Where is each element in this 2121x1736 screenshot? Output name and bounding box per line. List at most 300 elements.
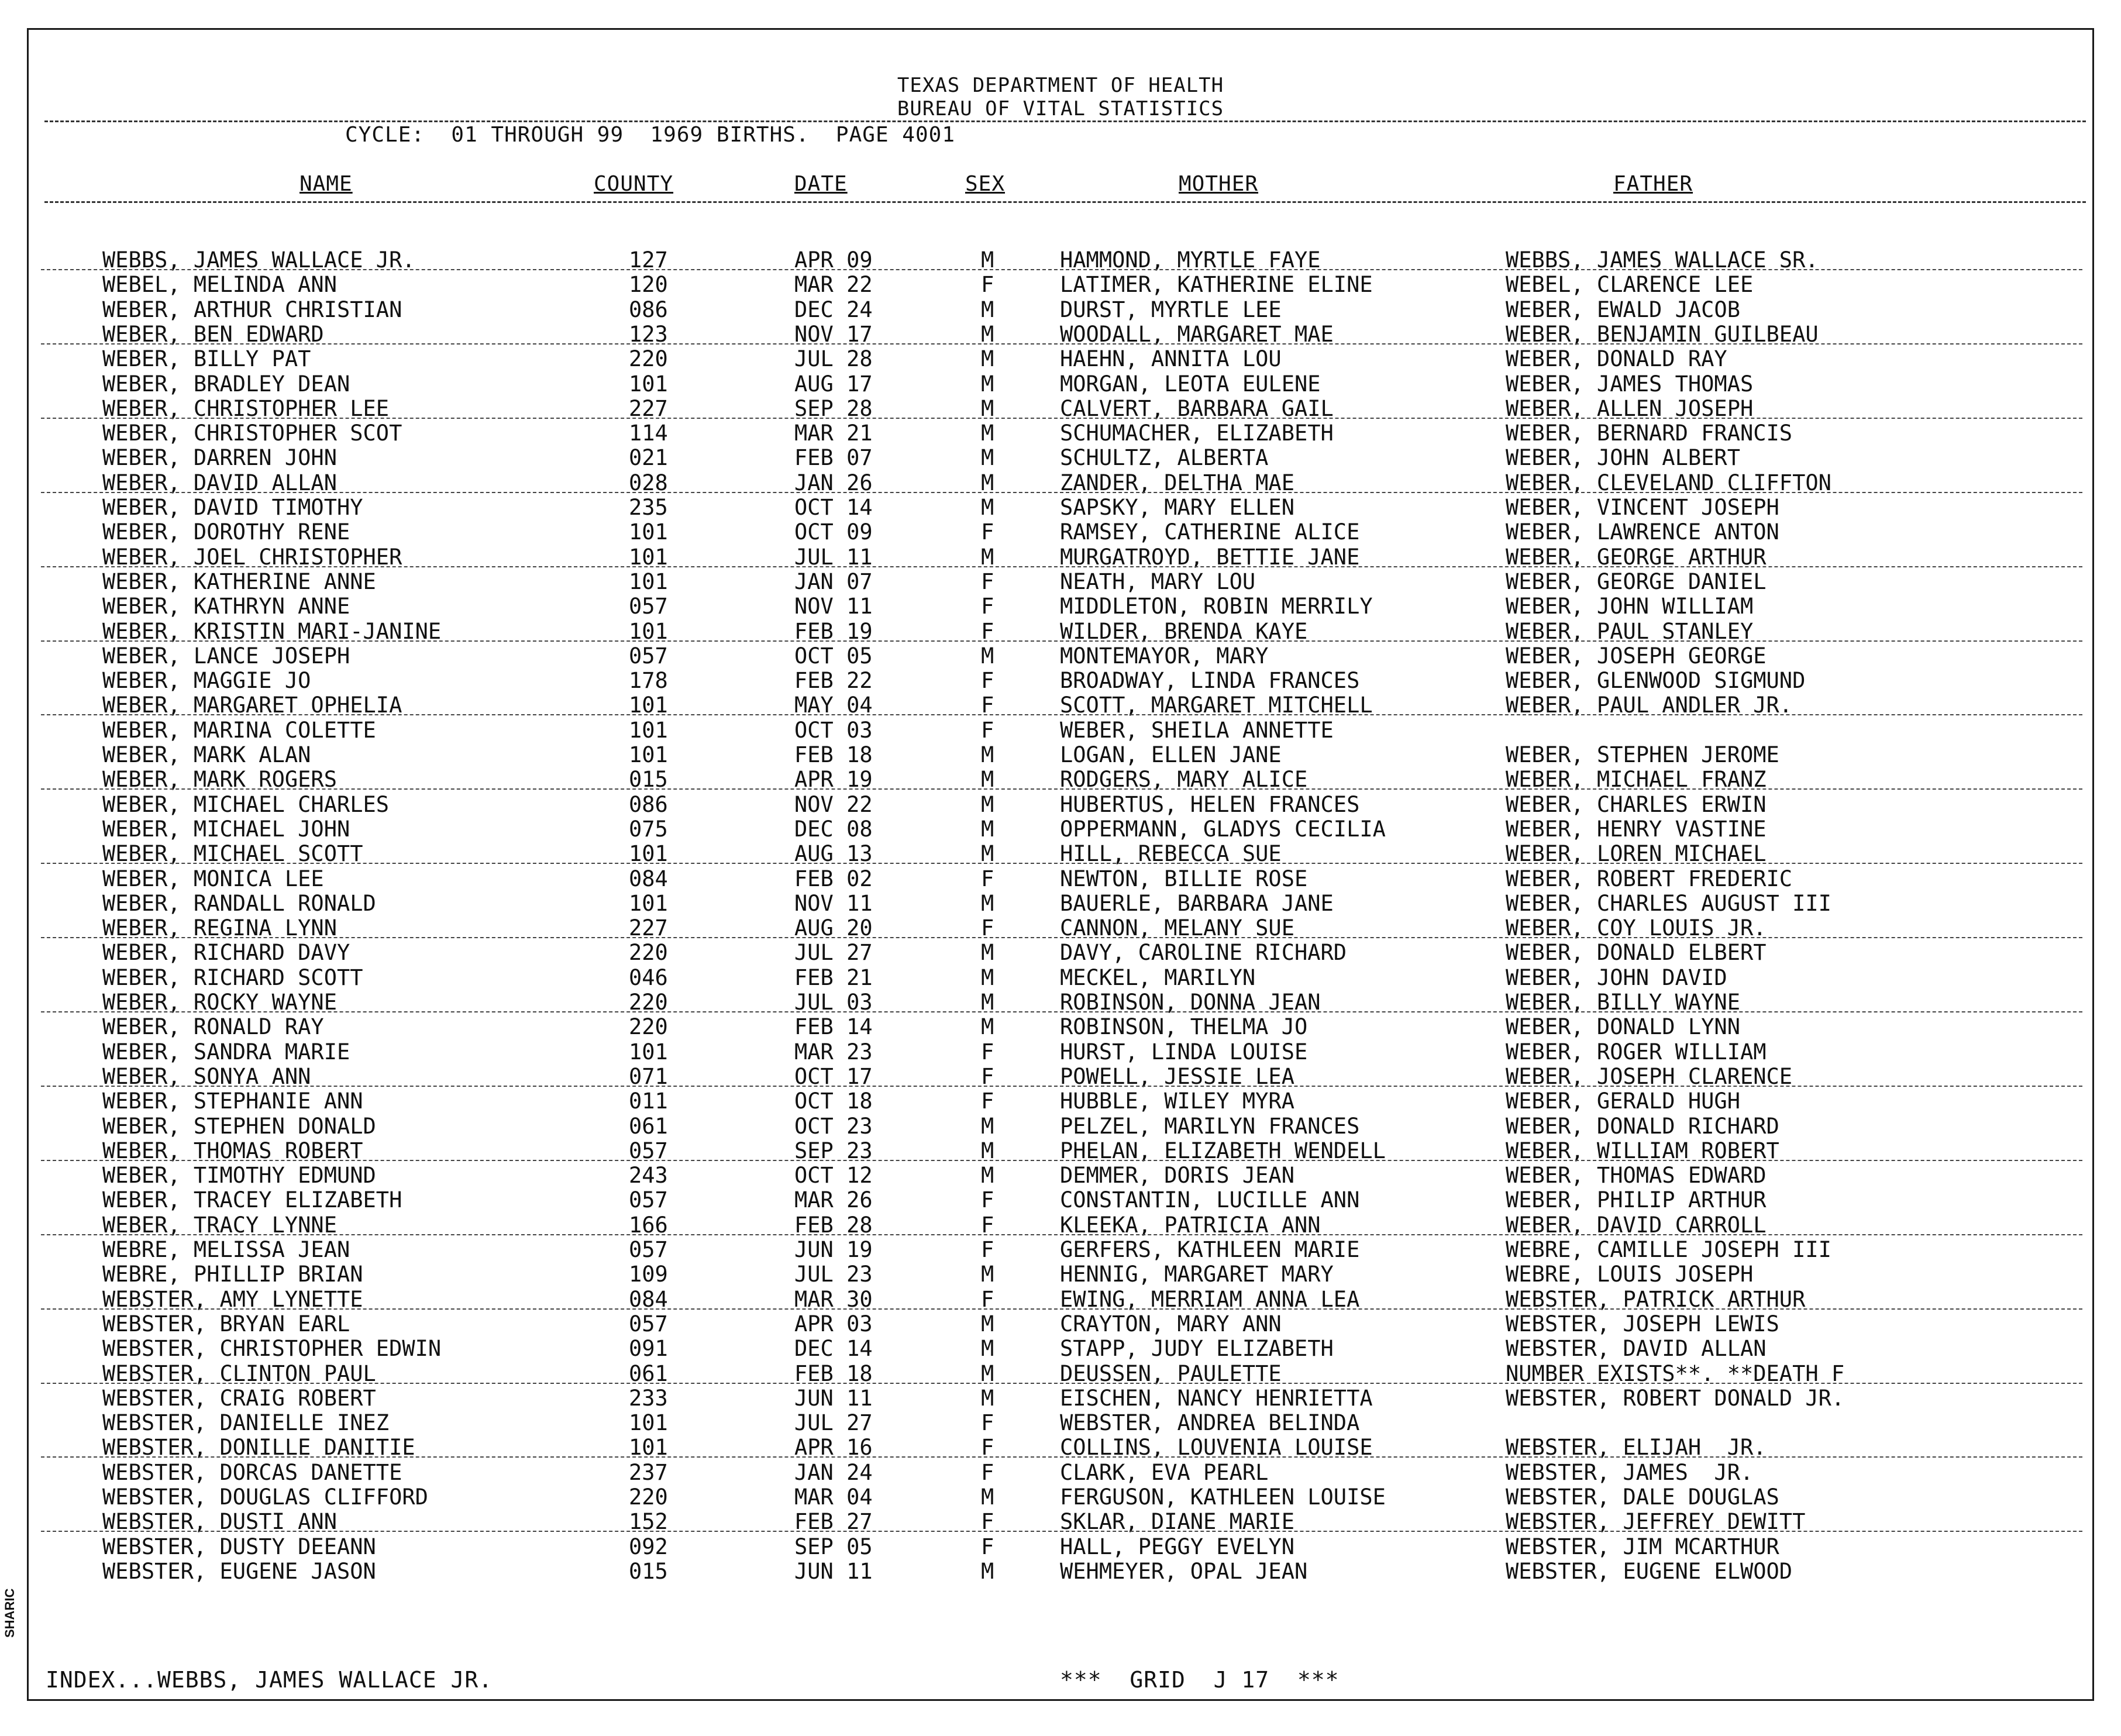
row-divider <box>41 1383 2082 1384</box>
cell-county: 101 <box>629 841 668 867</box>
table-row <box>0 1386 2121 1411</box>
cell-mother: HAMMOND, MYRTLE FAYE <box>1060 247 1321 273</box>
cell-sex: M <box>981 816 994 842</box>
cell-mother: RODGERS, MARY ALICE <box>1060 767 1308 793</box>
cell-sex: M <box>981 247 994 273</box>
cell-sex: M <box>981 1360 994 1386</box>
cell-name: WEBER, STEPHANIE ANN <box>102 1089 363 1114</box>
cell-father: WEBER, JOHN ALBERT <box>1506 445 1740 471</box>
cell-name: WEBER, REGINA LYNN <box>102 915 337 941</box>
cell-date: FEB 27 <box>794 1509 873 1535</box>
table-row <box>0 1163 2121 1188</box>
cell-mother: HURST, LINDA LOUISE <box>1060 1039 1308 1065</box>
cell-date: OCT 17 <box>794 1063 873 1089</box>
cell-father: WEBER, JOSEPH CLARENCE <box>1506 1063 1793 1089</box>
cell-sex: F <box>981 594 994 619</box>
cell-sex: M <box>981 421 994 446</box>
cell-date: SEP 23 <box>794 1138 873 1163</box>
cell-mother: OPPERMANN, GLADYS CECILIA <box>1060 816 1386 842</box>
cell-date: OCT 18 <box>794 1089 873 1114</box>
cell-date: SEP 05 <box>794 1534 873 1559</box>
cell-name: WEBER, MARINA COLETTE <box>102 717 376 743</box>
cell-father: WEBER, GLENWOOD SIGMUND <box>1506 668 1806 694</box>
cell-name: WEBER, DAVID TIMOTHY <box>102 495 363 520</box>
cell-county: 120 <box>629 272 668 298</box>
cell-date: JUL 03 <box>794 990 873 1015</box>
cell-date: FEB 18 <box>794 1360 873 1386</box>
cell-name: WEBER, TIMOTHY EDMUND <box>102 1163 376 1189</box>
cell-father: WEBER, DONALD RAY <box>1506 346 1727 372</box>
cell-county: 057 <box>629 1237 668 1262</box>
cell-name: WEBER, MARK ROGERS <box>102 767 337 793</box>
cell-name: WEBER, JOEL CHRISTOPHER <box>102 544 402 570</box>
cell-county: 152 <box>629 1509 668 1535</box>
table-row <box>0 743 2121 767</box>
cell-name: WEBER, RANDALL RONALD <box>102 890 376 916</box>
cell-name: WEBSTER, DONILLE DANITIE <box>102 1435 415 1461</box>
cell-father: WEBER, JOHN DAVID <box>1506 965 1727 990</box>
cell-date: AUG 17 <box>794 371 873 397</box>
cell-county: 243 <box>629 1163 668 1189</box>
cell-county: 084 <box>629 866 668 891</box>
cell-father: WEBER, DONALD RICHARD <box>1506 1113 1779 1139</box>
cell-name: WEBER, MICHAEL JOHN <box>102 816 350 842</box>
cell-sex: F <box>981 668 994 694</box>
cell-sex: M <box>981 1385 994 1411</box>
table-row <box>0 1535 2121 1559</box>
column-header-date: DATE <box>794 172 848 196</box>
cell-date: JUN 11 <box>794 1558 873 1584</box>
cell-name: WEBER, KATHRYN ANNE <box>102 594 350 619</box>
cell-county: 233 <box>629 1385 668 1411</box>
cell-father: WEBBS, JAMES WALLACE SR. <box>1506 247 1819 273</box>
cell-county: 101 <box>629 569 668 594</box>
cell-mother: WOODALL, MARGARET MAE <box>1060 321 1334 347</box>
cell-date: OCT 14 <box>794 495 873 520</box>
table-row <box>0 891 2121 916</box>
cell-date: MAR 23 <box>794 1039 873 1065</box>
cell-name: WEBER, LANCE JOSEPH <box>102 643 350 669</box>
cell-sex: F <box>981 272 994 298</box>
cell-county: 220 <box>629 346 668 372</box>
cell-mother: HUBBLE, WILEY MYRA <box>1060 1089 1294 1114</box>
column-header-father: FATHER <box>1613 172 1693 196</box>
cell-county: 127 <box>629 247 668 273</box>
cell-father: WEBER, ROGER WILLIAM <box>1506 1039 1767 1065</box>
cell-sex: M <box>981 395 994 421</box>
cell-date: DEC 08 <box>794 816 873 842</box>
cell-father: WEBRE, LOUIS JOSEPH <box>1506 1262 1754 1287</box>
cell-name: WEBER, TRACY LYNNE <box>102 1212 337 1238</box>
column-header-county: COUNTY <box>594 172 674 196</box>
cell-father: WEBER, DAVID CARROLL <box>1506 1212 1767 1238</box>
cell-name: WEBER, BEN EDWARD <box>102 321 324 347</box>
cell-date: APR 19 <box>794 767 873 793</box>
cell-father: WEBER, LOREN MICHAEL <box>1506 841 1767 867</box>
cell-date: OCT 03 <box>794 717 873 743</box>
cell-father: WEBER, THOMAS EDWARD <box>1506 1163 1767 1189</box>
cell-county: 178 <box>629 668 668 694</box>
cell-sex: M <box>981 643 994 669</box>
table-row <box>0 1337 2121 1361</box>
cell-mother: NEATH, MARY LOU <box>1060 569 1256 594</box>
cell-father: NUMBER EXISTS**. **DEATH F <box>1506 1360 1845 1386</box>
cell-mother: POWELL, JESSIE LEA <box>1060 1063 1294 1089</box>
footer-grid: *** GRID J 17 *** <box>1060 1667 1340 1693</box>
cell-name: WEBER, TRACEY ELIZABETH <box>102 1187 402 1213</box>
cell-name: WEBER, MICHAEL SCOTT <box>102 841 363 867</box>
cell-county: 114 <box>629 421 668 446</box>
cell-sex: M <box>981 1163 994 1189</box>
cell-sex: F <box>981 1212 994 1238</box>
table-row <box>0 941 2121 965</box>
cell-county: 086 <box>629 791 668 817</box>
row-divider <box>41 343 2082 345</box>
cell-sex: M <box>981 321 994 347</box>
cell-date: FEB 02 <box>794 866 873 891</box>
cell-date: APR 03 <box>794 1311 873 1337</box>
cell-father: WEBSTER, JOSEPH LEWIS <box>1506 1311 1779 1337</box>
cell-date: FEB 22 <box>794 668 873 694</box>
cell-father: WEBSTER, JAMES JR. <box>1506 1459 1754 1485</box>
cell-mother: SKLAR, DIANE MARIE <box>1060 1509 1294 1535</box>
cell-mother: SAPSKY, MARY ELLEN <box>1060 495 1294 520</box>
cell-mother: WEBSTER, ANDREA BELINDA <box>1060 1410 1360 1436</box>
cell-name: WEBSTER, DUSTI ANN <box>102 1509 337 1535</box>
cell-sex: M <box>981 890 994 916</box>
cell-date: NOV 11 <box>794 890 873 916</box>
cell-mother: MURGATROYD, BETTIE JANE <box>1060 544 1360 570</box>
cell-date: FEB 21 <box>794 965 873 990</box>
cell-name: WEBER, ROCKY WAYNE <box>102 990 337 1015</box>
cell-date: JUL 11 <box>794 544 873 570</box>
cell-mother: CRAYTON, MARY ANN <box>1060 1311 1282 1337</box>
cell-father: WEBER, CHARLES ERWIN <box>1506 791 1767 817</box>
cell-date: FEB 14 <box>794 1014 873 1040</box>
header-cycle: CYCLE: 01 THROUGH 99 1969 BIRTHS. PAGE 4001 <box>345 123 955 147</box>
cell-mother: MECKEL, MARILYN <box>1060 965 1256 990</box>
cell-county: 101 <box>629 544 668 570</box>
cell-county: 084 <box>629 1286 668 1312</box>
cell-date: JAN 07 <box>794 569 873 594</box>
cell-date: MAR 30 <box>794 1286 873 1312</box>
cell-county: 015 <box>629 1558 668 1584</box>
column-header-name: NAME <box>299 172 353 196</box>
cell-father: WEBRE, CAMILLE JOSEPH III <box>1506 1237 1831 1262</box>
cell-name: WEBER, ARTHUR CHRISTIAN <box>102 297 402 322</box>
cell-mother: HALL, PEGGY EVELYN <box>1060 1534 1294 1559</box>
cell-date: FEB 28 <box>794 1212 873 1238</box>
cell-sex: M <box>981 1113 994 1139</box>
cell-county: 011 <box>629 1089 668 1114</box>
cell-name: WEBER, SONYA ANN <box>102 1063 311 1089</box>
cell-date: FEB 19 <box>794 618 873 644</box>
cell-name: WEBER, RONALD RAY <box>102 1014 324 1040</box>
cell-county: 101 <box>629 742 668 767</box>
footer-index: INDEX...WEBBS, JAMES WALLACE JR. <box>46 1667 493 1693</box>
cell-sex: F <box>981 1435 994 1461</box>
cell-father: WEBSTER, JIM MCARTHUR <box>1506 1534 1779 1559</box>
row-divider <box>41 1011 2082 1012</box>
cell-mother: BAUERLE, BARBARA JANE <box>1060 890 1334 916</box>
cell-county: 046 <box>629 965 668 990</box>
cell-sex: F <box>981 1509 994 1535</box>
cell-mother: SCHULTZ, ALBERTA <box>1060 445 1269 471</box>
cell-mother: NEWTON, BILLIE ROSE <box>1060 866 1308 891</box>
cell-county: 235 <box>629 495 668 520</box>
cell-date: DEC 14 <box>794 1336 873 1362</box>
cell-sex: F <box>981 569 994 594</box>
cell-father: WEBSTER, ROBERT DONALD JR. <box>1506 1385 1845 1411</box>
cell-father: WEBER, JOSEPH GEORGE <box>1506 643 1767 669</box>
table-row <box>0 1188 2121 1213</box>
cell-father: WEBSTER, PATRICK ARTHUR <box>1506 1286 1806 1312</box>
cell-name: WEBER, KATHERINE ANNE <box>102 569 376 594</box>
cell-county: 075 <box>629 816 668 842</box>
cell-county: 101 <box>629 618 668 644</box>
cell-mother: LOGAN, ELLEN JANE <box>1060 742 1282 767</box>
cell-mother: COLLINS, LOUVENIA LOUISE <box>1060 1435 1373 1461</box>
cell-date: OCT 09 <box>794 519 873 545</box>
cell-mother: MIDDLETON, ROBIN MERRILY <box>1060 594 1373 619</box>
cell-date: FEB 07 <box>794 445 873 471</box>
cell-mother: PHELAN, ELIZABETH WENDELL <box>1060 1138 1386 1163</box>
cell-mother: SCHUMACHER, ELIZABETH <box>1060 421 1334 446</box>
cell-sex: M <box>981 791 994 817</box>
row-divider <box>41 1308 2082 1310</box>
cell-sex: M <box>981 940 994 966</box>
cell-county: 057 <box>629 1138 668 1163</box>
cell-name: WEBRE, PHILLIP BRIAN <box>102 1262 363 1287</box>
cell-date: JUN 11 <box>794 1385 873 1411</box>
cell-mother: PELZEL, MARILYN FRANCES <box>1060 1113 1360 1139</box>
table-row <box>0 669 2121 693</box>
cell-father: WEBSTER, DAVID ALLAN <box>1506 1336 1767 1362</box>
cell-date: APR 09 <box>794 247 873 273</box>
cell-county: 101 <box>629 1410 668 1436</box>
cell-county: 166 <box>629 1212 668 1238</box>
cell-sex: F <box>981 1089 994 1114</box>
table-row <box>0 1089 2121 1114</box>
cell-date: DEC 24 <box>794 297 873 322</box>
cell-sex: M <box>981 1558 994 1584</box>
row-divider <box>41 1456 2082 1458</box>
cell-name: WEBER, CHRISTOPHER SCOT <box>102 421 402 446</box>
cell-mother: MORGAN, LEOTA EULENE <box>1060 371 1321 397</box>
cell-county: 101 <box>629 890 668 916</box>
cell-date: NOV 17 <box>794 321 873 347</box>
cell-name: WEBSTER, BRYAN EARL <box>102 1311 350 1337</box>
table-row <box>0 1114 2121 1139</box>
table-row <box>0 520 2121 545</box>
cell-date: AUG 20 <box>794 915 873 941</box>
cell-sex: F <box>981 1534 994 1559</box>
cell-father: WEBER, BENJAMIN GUILBEAU <box>1506 321 1819 347</box>
cell-mother: HENNIG, MARGARET MARY <box>1060 1262 1334 1287</box>
cell-name: WEBER, MARGARET OPHELIA <box>102 693 402 718</box>
cell-date: APR 16 <box>794 1435 873 1461</box>
cell-county: 028 <box>629 470 668 495</box>
cell-name: WEBER, MICHAEL CHARLES <box>102 791 390 817</box>
table-row <box>0 793 2121 817</box>
cell-sex: F <box>981 1063 994 1089</box>
cell-father: WEBSTER, ELIJAH JR. <box>1506 1435 1767 1461</box>
table-row <box>0 1312 2121 1337</box>
cell-mother: HUBERTUS, HELEN FRANCES <box>1060 791 1360 817</box>
cell-county: 220 <box>629 1014 668 1040</box>
cell-county: 061 <box>629 1113 668 1139</box>
cell-mother: DURST, MYRTLE LEE <box>1060 297 1282 322</box>
cell-sex: F <box>981 1039 994 1065</box>
row-divider <box>41 714 2082 715</box>
cell-county: 227 <box>629 915 668 941</box>
row-divider <box>41 566 2082 567</box>
cell-father: WEBER, COY LOUIS JR. <box>1506 915 1767 941</box>
cell-county: 123 <box>629 321 668 347</box>
row-divider <box>41 1086 2082 1087</box>
cell-mother: DEMMER, DORIS JEAN <box>1060 1163 1294 1189</box>
cell-father: WEBER, ROBERT FREDERIC <box>1506 866 1793 891</box>
table-row <box>0 594 2121 619</box>
cell-county: 057 <box>629 594 668 619</box>
table-row <box>0 570 2121 594</box>
table-row <box>0 446 2121 470</box>
table-row <box>0 298 2121 322</box>
cell-name: WEBER, DAVID ALLAN <box>102 470 337 495</box>
cell-sex: F <box>981 866 994 891</box>
cell-sex: M <box>981 470 994 495</box>
cell-name: WEBER, RICHARD SCOTT <box>102 965 363 990</box>
row-divider <box>41 418 2082 419</box>
cell-county: 220 <box>629 940 668 966</box>
cell-name: WEBER, DARREN JOHN <box>102 445 337 471</box>
cell-father: WEBER, GERALD HUGH <box>1506 1089 1740 1114</box>
cell-name: WEBSTER, AMY LYNETTE <box>102 1286 363 1312</box>
cell-mother: DAVY, CAROLINE RICHARD <box>1060 940 1347 966</box>
cell-sex: F <box>981 618 994 644</box>
cell-father: WEBER, DONALD ELBERT <box>1506 940 1767 966</box>
cell-date: OCT 23 <box>794 1113 873 1139</box>
cell-county: 021 <box>629 445 668 471</box>
cell-date: JUL 27 <box>794 940 873 966</box>
table-row <box>0 421 2121 446</box>
cell-date: MAR 21 <box>794 421 873 446</box>
cell-date: AUG 13 <box>794 841 873 867</box>
cell-mother: STAPP, JUDY ELIZABETH <box>1060 1336 1334 1362</box>
table-row <box>0 817 2121 842</box>
row-divider <box>41 1160 2082 1161</box>
table-row <box>0 867 2121 891</box>
cell-name: WEBSTER, DORCAS DANETTE <box>102 1459 402 1485</box>
cell-father: WEBER, HENRY VASTINE <box>1506 816 1767 842</box>
cell-name: WEBSTER, CHRISTOPHER EDWIN <box>102 1336 442 1362</box>
cell-name: WEBSTER, EUGENE JASON <box>102 1558 376 1584</box>
cell-name: WEBSTER, DUSTY DEEANN <box>102 1534 376 1559</box>
cell-name: WEBEL, MELINDA ANN <box>102 272 337 298</box>
cell-mother: DEUSSEN, PAULETTE <box>1060 1360 1282 1386</box>
cell-name: WEBER, BRADLEY DEAN <box>102 371 350 397</box>
table-row <box>0 718 2121 743</box>
cell-county: 101 <box>629 371 668 397</box>
cell-name: WEBER, DOROTHY RENE <box>102 519 350 545</box>
cell-name: WEBER, STEPHEN DONALD <box>102 1113 376 1139</box>
cell-mother: WEHMEYER, OPAL JEAN <box>1060 1558 1308 1584</box>
cell-date: JAN 26 <box>794 470 873 495</box>
cell-date: NOV 11 <box>794 594 873 619</box>
cell-sex: M <box>981 371 994 397</box>
cell-father: WEBER, BILLY WAYNE <box>1506 990 1740 1015</box>
cell-county: 101 <box>629 1435 668 1461</box>
cell-name: WEBER, CHRISTOPHER LEE <box>102 395 390 421</box>
cell-name: WEBER, KRISTIN MARI-JANINE <box>102 618 442 644</box>
cell-father: WEBER, PAUL ANDLER JR. <box>1506 693 1793 718</box>
cell-father: WEBER, DONALD LYNN <box>1506 1014 1740 1040</box>
cell-name: WEBSTER, DOUGLAS CLIFFORD <box>102 1484 428 1510</box>
cell-mother: HILL, REBECCA SUE <box>1060 841 1282 867</box>
cell-date: FEB 18 <box>794 742 873 767</box>
cell-sex: M <box>981 1311 994 1337</box>
cell-date: MAR 26 <box>794 1187 873 1213</box>
cell-date: JUL 27 <box>794 1410 873 1436</box>
row-divider <box>41 492 2082 493</box>
table-row <box>0 1238 2121 1262</box>
cell-father: WEBER, STEPHEN JEROME <box>1506 742 1779 767</box>
cell-mother: ROBINSON, DONNA JEAN <box>1060 990 1321 1015</box>
cell-county: 227 <box>629 395 668 421</box>
table-row <box>0 372 2121 397</box>
cell-mother: LATIMER, KATHERINE ELINE <box>1060 272 1373 298</box>
cell-sex: M <box>981 965 994 990</box>
cell-sex: F <box>981 1459 994 1485</box>
cell-sex: F <box>981 717 994 743</box>
cell-mother: EWING, MERRIAM ANNA LEA <box>1060 1286 1360 1312</box>
cell-father: WEBER, GEORGE DANIEL <box>1506 569 1767 594</box>
cell-father: WEBER, JOHN WILLIAM <box>1506 594 1754 619</box>
cell-father: WEBER, BERNARD FRANCIS <box>1506 421 1793 446</box>
cell-sex: M <box>981 990 994 1015</box>
cell-sex: M <box>981 1262 994 1287</box>
cell-date: SEP 28 <box>794 395 873 421</box>
cell-name: WEBER, BILLY PAT <box>102 346 311 372</box>
table-row <box>0 1461 2121 1485</box>
cell-mother: EISCHEN, NANCY HENRIETTA <box>1060 1385 1373 1411</box>
cell-father: WEBSTER, JEFFREY DEWITT <box>1506 1509 1806 1535</box>
table-row <box>0 1559 2121 1584</box>
header-bureau: BUREAU OF VITAL STATISTICS <box>897 97 1224 120</box>
cell-sex: M <box>981 742 994 767</box>
cell-father: WEBER, GEORGE ARTHUR <box>1506 544 1767 570</box>
cell-date: OCT 12 <box>794 1163 873 1189</box>
cell-county: 057 <box>629 1311 668 1337</box>
header-department: TEXAS DEPARTMENT OF HEALTH <box>897 74 1224 97</box>
cell-county: 237 <box>629 1459 668 1485</box>
cell-sex: M <box>981 495 994 520</box>
cell-mother: BROADWAY, LINDA FRANCES <box>1060 668 1360 694</box>
cell-mother: FERGUSON, KATHLEEN LOUISE <box>1060 1484 1386 1510</box>
side-label: SHARIC <box>2 1588 17 1638</box>
cell-sex: F <box>981 693 994 718</box>
cell-mother: WEBER, SHEILA ANNETTE <box>1060 717 1334 743</box>
cell-father: WEBEL, CLARENCE LEE <box>1506 272 1754 298</box>
cell-father: WEBER, EWALD JACOB <box>1506 297 1740 322</box>
cell-county: 071 <box>629 1063 668 1089</box>
cell-date: JAN 24 <box>794 1459 873 1485</box>
cell-county: 057 <box>629 1187 668 1213</box>
cell-mother: KLEEKA, PATRICIA ANN <box>1060 1212 1321 1238</box>
cell-name: WEBSTER, CLINTON PAUL <box>102 1360 376 1386</box>
cell-county: 101 <box>629 519 668 545</box>
cell-county: 220 <box>629 990 668 1015</box>
